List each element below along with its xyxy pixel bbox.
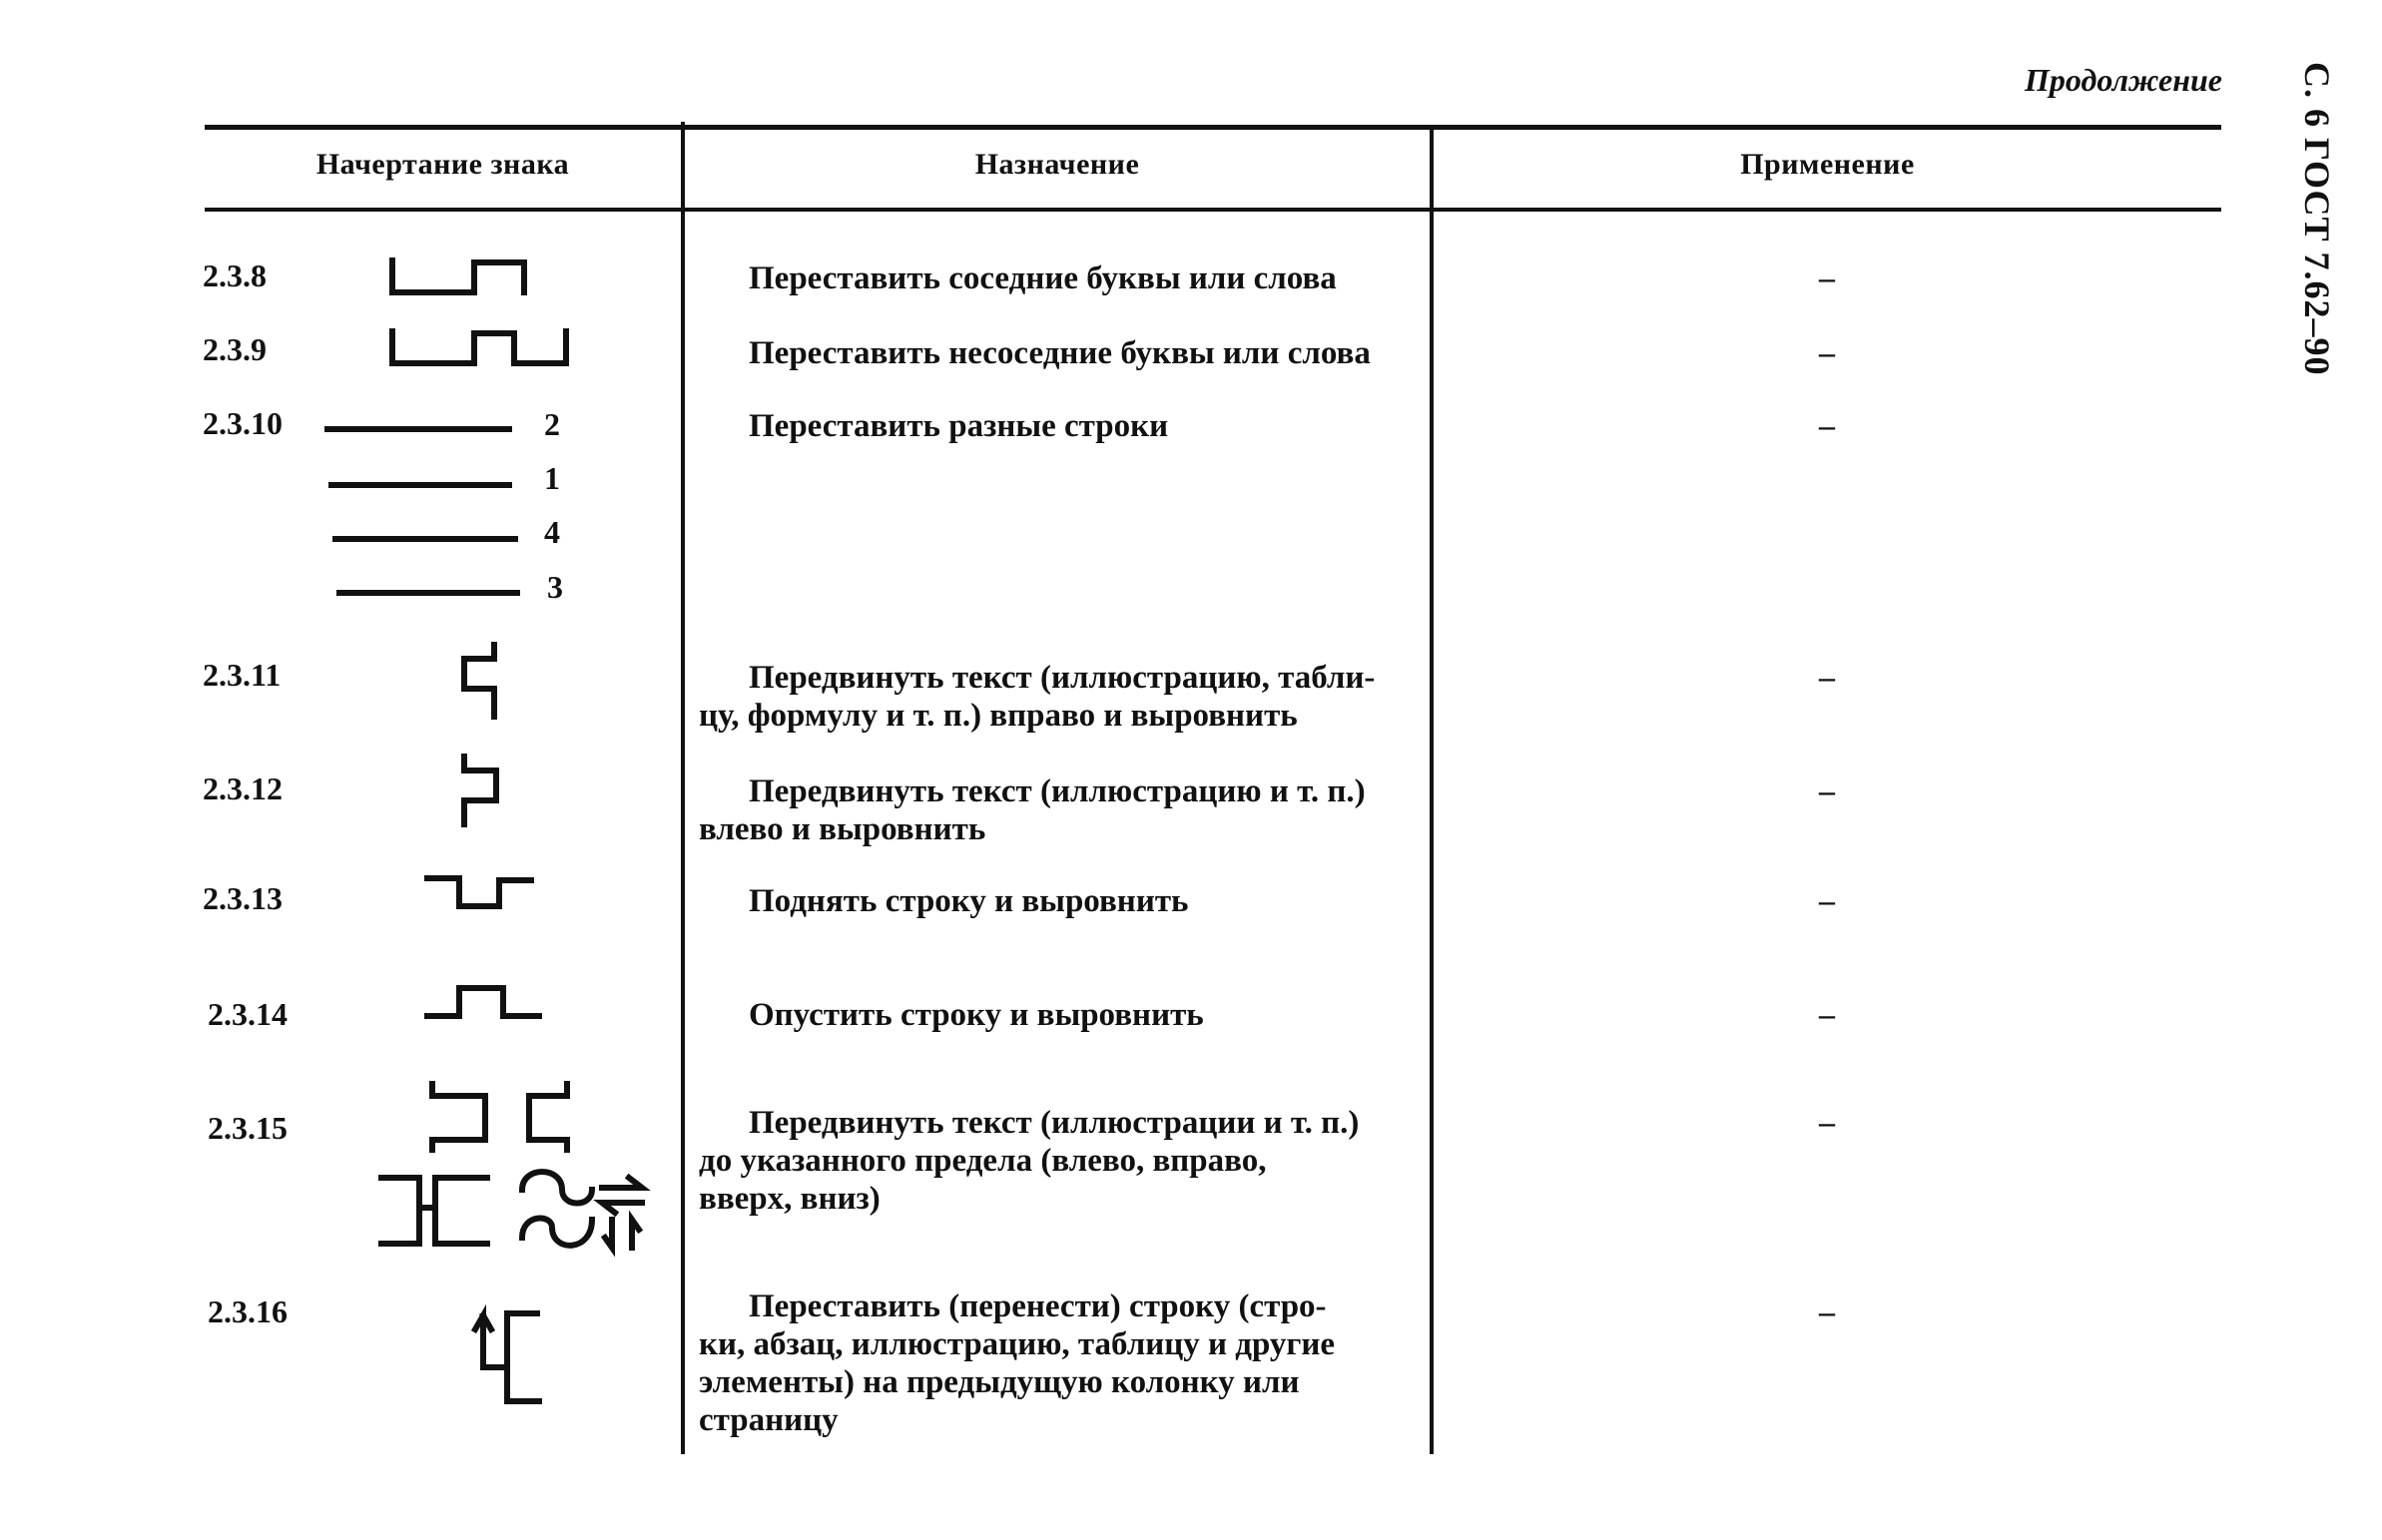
- line-order-label: 2: [544, 406, 560, 442]
- lower-line-icon: [419, 978, 549, 1028]
- raise-line-icon: [419, 868, 539, 918]
- line-order-label: 4: [544, 514, 560, 550]
- row-usage: –: [1819, 772, 1835, 808]
- row-number: 2.3.14: [208, 996, 288, 1032]
- purpose-line: элементы) на предыдущую колонку или: [699, 1364, 1300, 1400]
- move-to-previous-column-icon: [467, 1307, 547, 1407]
- purpose-line: ки, абзац, иллюстрацию, таблицу и другие: [699, 1326, 1336, 1362]
- move-to-limit-icon: [377, 1078, 657, 1253]
- swap-nonadjacent-icon: [384, 325, 584, 370]
- swap-adjacent-icon: [384, 255, 534, 299]
- purpose-line: Передвинуть текст (иллюстрацию, табли-: [749, 660, 1376, 696]
- row-usage: –: [1819, 996, 1835, 1032]
- row-usage: –: [1819, 659, 1835, 695]
- row-usage: –: [1819, 407, 1835, 443]
- purpose-line: влево и выровнить: [699, 811, 986, 847]
- row-purpose: Переставить разные строки: [749, 408, 1169, 444]
- line-order-label: 3: [547, 569, 563, 605]
- column-divider-2: [1430, 130, 1434, 1454]
- side-page-title: С. 6 ГОСТ 7.62–90: [2297, 62, 2337, 376]
- purpose-line: Передвинуть текст (иллюстрации и т. п.): [749, 1105, 1360, 1141]
- column-divider-1: [681, 122, 685, 1454]
- row-usage: –: [1819, 882, 1835, 918]
- row-number: 2.3.10: [203, 405, 283, 441]
- continuation-label: Продолжение: [2025, 62, 2222, 98]
- table-header-rule: [205, 208, 2221, 212]
- column-header-purpose: Назначение: [974, 148, 1140, 181]
- move-right-icon: [454, 639, 514, 724]
- row-purpose: [699, 772, 1398, 848]
- row-purpose: [699, 1104, 1398, 1218]
- row-usage: –: [1819, 1104, 1835, 1140]
- purpose-line: до указанного предела (влево, вправо,: [699, 1143, 1267, 1179]
- row-purpose: [699, 1287, 1398, 1439]
- row-number: 2.3.12: [203, 770, 283, 806]
- column-header-sign: Начертание знака: [315, 148, 570, 181]
- row-purpose: Опустить строку и выровнить: [749, 997, 1204, 1033]
- purpose-line: Передвинуть текст (иллюстрацию и т. п.): [749, 773, 1366, 809]
- table-top-rule: [205, 125, 2221, 130]
- row-number: 2.3.8: [203, 257, 267, 293]
- row-purpose: [699, 659, 1398, 735]
- row-number: 2.3.11: [203, 657, 282, 693]
- purpose-line: Переставить (перенести) строку (стро-: [749, 1288, 1327, 1324]
- reorder-lines-icon: [319, 419, 529, 609]
- row-purpose: Поднять строку и выровнить: [749, 883, 1189, 919]
- move-left-icon: [454, 751, 514, 830]
- row-purpose: Переставить несоседние буквы или слова: [749, 335, 1371, 371]
- row-usage: –: [1819, 334, 1835, 370]
- column-header-usage: Применение: [1740, 148, 1915, 181]
- row-number: 2.3.15: [208, 1110, 288, 1146]
- purpose-line: вверх, вниз): [699, 1181, 881, 1217]
- purpose-line: цу, формулу и т. п.) вправо и выровнить: [699, 698, 1298, 734]
- row-usage: –: [1819, 1293, 1835, 1329]
- purpose-line: страницу: [699, 1402, 839, 1438]
- row-usage: –: [1819, 259, 1835, 295]
- row-purpose: Переставить соседние буквы или слова: [749, 260, 1337, 296]
- row-number: 2.3.9: [203, 331, 267, 367]
- row-number: 2.3.13: [203, 880, 283, 916]
- line-order-label: 1: [544, 460, 560, 496]
- row-number: 2.3.16: [208, 1293, 288, 1329]
